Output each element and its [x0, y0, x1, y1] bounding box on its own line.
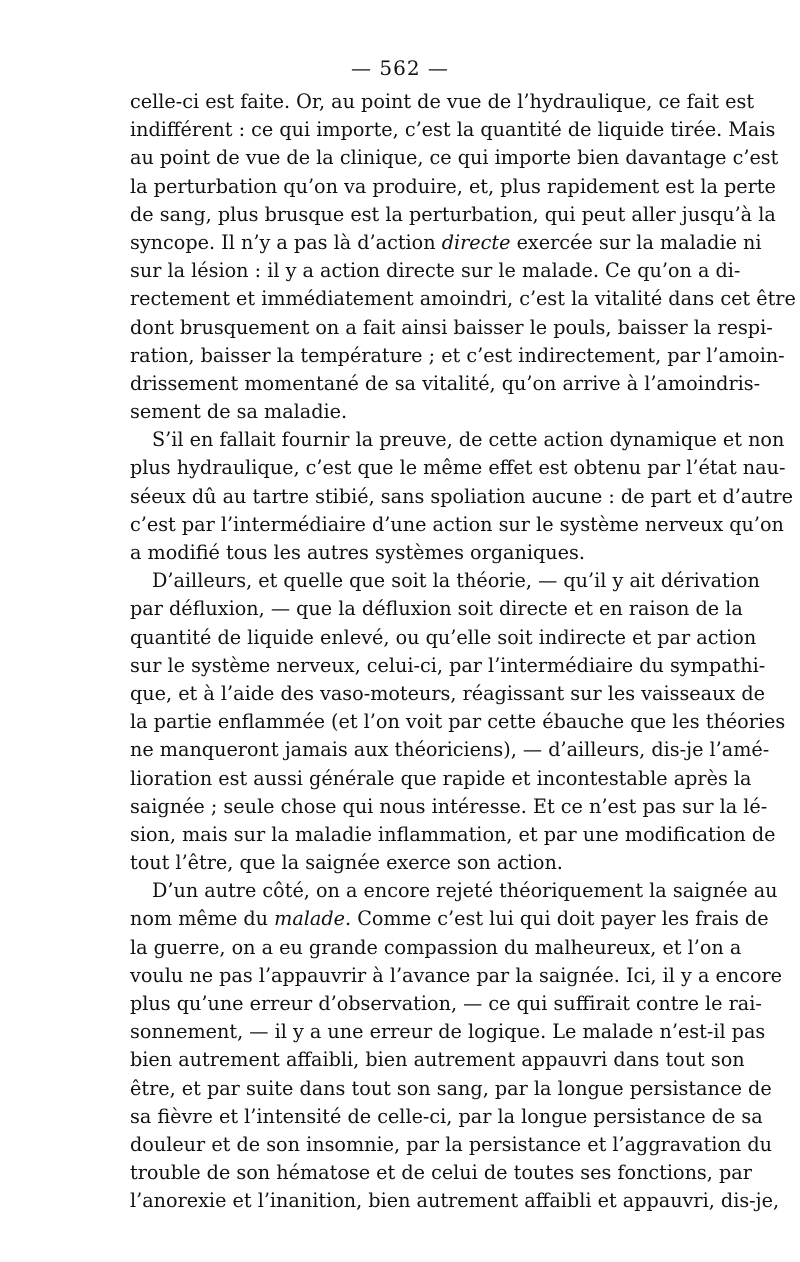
text-line: celle-ci est faite. Or, au point de vue de l’hydraulique, ce fait est: [130, 90, 755, 113]
text-line: indifférent : ce qui importe, c’est la quantité de liquide tirée. Mais: [130, 118, 776, 142]
text-line: quantité de liquide enlevé, ou qu’elle soit indirecte et par action: [130, 625, 757, 649]
text-line: rectement et immédiatement amoindri, c’est la vitalité dans cet être: [130, 287, 796, 311]
text-line: drissement momentané de sa vitalité, qu’on arrive à l’amoindris-: [130, 371, 761, 395]
text-line: a modifié tous les autres systèmes organiques.: [130, 541, 585, 564]
text-line: de sang, plus brusque est la perturbation, qui peut aller jusqu’à la: [130, 202, 776, 226]
italic-word: malade.: [274, 907, 352, 931]
text-line: ration, baisser la température ; et c’est indirectement, par l’amoin-: [130, 343, 785, 367]
text-line: par défluxion, — que la défluxion soit directe et en raison de la: [130, 597, 743, 621]
text-line: douleur et de son insomnie, par la persistance et l’aggravation du: [130, 1132, 773, 1156]
text-line: plus hydraulique, c’est que le même effet est obtenu par l’état nau-: [130, 456, 786, 480]
page-number: — 562 —: [351, 56, 449, 80]
text-line: tout l’être, que la saignée exerce son action.: [130, 851, 563, 875]
text-line: sion, mais sur la maladie inflammation, et par une modification de: [130, 822, 776, 846]
text-line: au point de vue de la clinique, ce qui importe bien davantage c’est: [130, 146, 779, 170]
text-line: plus qu’une erreur d’observation, — ce qui suffirait contre le rai-: [130, 992, 762, 1015]
text-line: lioration est aussi générale que rapide et incontestable après la: [130, 766, 752, 790]
text-line: sonnement, — il y a une erreur de logique. Le malade n’est-il pas: [130, 1020, 766, 1044]
text-line: l’anorexie et l’inanition, bien autrement affaibli et appauvri, dis-je,: [130, 1189, 780, 1213]
text-line: syncope. Il n’y a pas là d’action directe exercée sur la maladie ni: [130, 230, 762, 254]
text-line: que, et à l’aide des vaso-moteurs, réagissant sur les vaisseaux de: [130, 681, 765, 705]
text-line: séeux dû au tartre stibié, sans spoliation aucune : de part et d’autre: [130, 484, 793, 508]
paragraph: [130, 567, 786, 877]
text-line: la perturbation qu’on va produire, et, plus rapidement est la perte: [130, 174, 776, 198]
text-line: trouble de son hématose et de celui de toutes ses fonctions, par: [130, 1161, 752, 1185]
text-line: S’il en fallait fournir la preuve, de cette action dynamique et non: [152, 428, 785, 452]
text-line: c’est par l’intermédiaire d’une action sur le système nerveux qu’on: [130, 512, 784, 536]
text-line: sur la lésion : il y a action directe sur le malade. Ce qu’on a di-: [130, 259, 741, 283]
text-line: la guerre, on a eu grande compassion du malheureux, et l’on a: [130, 935, 742, 959]
italic-word: directe: [441, 230, 511, 254]
paragraph: [130, 426, 793, 567]
text-line: sur le système nerveux, celui-ci, par l’intermédiaire du sympathi-: [130, 653, 766, 677]
text-line: dont brusquement on a fait ainsi baisser le pouls, baisser la respi-: [130, 315, 773, 339]
text-line: nom même du malade. Comme c’est lui qui doit payer les frais de: [130, 907, 769, 931]
paragraph: [130, 877, 783, 1215]
text-line: bien autrement affaibli, bien autrement appauvri dans tout son: [130, 1048, 745, 1072]
text-line: D’un autre côté, on a encore rejeté théoriquement la saignée au: [152, 879, 778, 903]
body-text: [130, 88, 796, 1216]
text-line: D’ailleurs, et quelle que soit la théorie, — qu’il y ait dérivation: [152, 569, 760, 593]
text-line: saignée ; seule chose qui nous intéresse. Et ce n’est pas sur la lé-: [130, 794, 768, 818]
text-line: être, et par suite dans tout son sang, par la longue persistance de: [130, 1076, 772, 1100]
text-line: ne manqueront jamais aux théoriciens), — d’ailleurs, dis-je l’amé-: [130, 738, 770, 762]
text-line: sement de sa maladie.: [130, 400, 348, 424]
text-line: voulu ne pas l’appauvrir à l’avance par la saignée. Ici, il y a encore: [130, 963, 783, 987]
paragraph: [130, 88, 796, 426]
text-line: la partie enflammée (et l’on voit par cette ébauche que les théories: [130, 710, 786, 734]
text-line: sa fièvre et l’intensité de celle-ci, par la longue persistance de sa: [130, 1104, 763, 1128]
